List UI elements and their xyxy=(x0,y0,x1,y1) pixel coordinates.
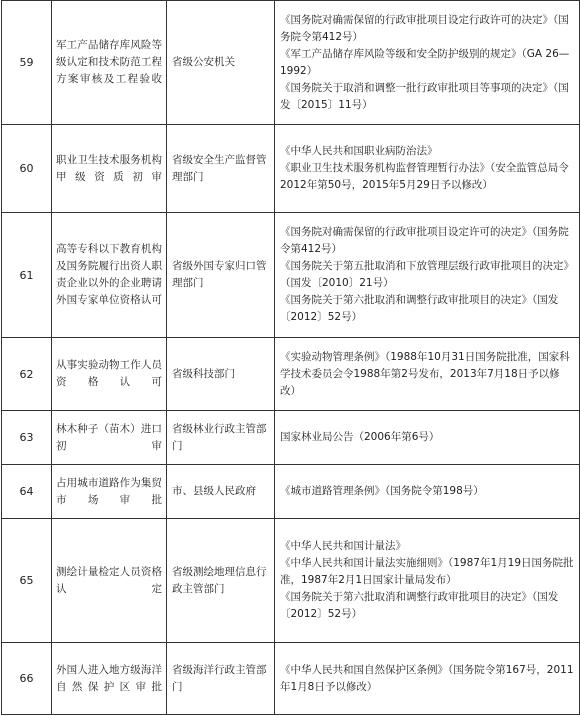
implementing-department: 省级林业行政主管部门 xyxy=(167,411,275,465)
implementing-department: 省级科技部门 xyxy=(167,338,275,411)
implementing-department: 省级测绘地理信息行政主管部门 xyxy=(167,519,275,643)
row-number: 59 xyxy=(2,1,52,125)
table-row xyxy=(2,411,580,465)
legal-basis xyxy=(275,465,580,519)
legal-basis-line: 《国务院关于第五批取消和下放管理层级行政审批项目的决定》（国发〔2010〕21号） xyxy=(280,260,574,289)
implementing-department: 市、县级人民政府 xyxy=(167,465,275,519)
legal-basis-line: 《职业卫生技术服务机构监督管理暂行办法》（安全监管总局令2012年第50号，2015年5月29日予以修改） xyxy=(280,162,569,191)
legal-basis-line: 《中华人民共和国计量法》 xyxy=(280,540,406,552)
row-number: 66 xyxy=(2,643,52,715)
legal-basis-line: 《国务院对确需保留的行政审批项目设定行政许可的决定》（国务院令第412号） xyxy=(280,13,569,43)
item-name: 职业卫生技术服务机构甲级资质初审 xyxy=(52,125,167,213)
legal-basis-line: 《中华人民共和国职业病防治法》 xyxy=(280,145,438,157)
legal-basis xyxy=(275,213,580,338)
table-row xyxy=(2,643,580,715)
legal-basis-line: 《国务院关于第六批取消和调整行政审批项目的决定》（国发〔2012〕52号） xyxy=(280,591,559,620)
table-row xyxy=(2,465,580,519)
legal-basis-line: 国家林业局公告（2006年第6号） xyxy=(280,431,440,443)
row-number: 62 xyxy=(2,338,52,411)
implementing-department: 省级安全生产监督管理部门 xyxy=(167,125,275,213)
legal-basis-line: 《中华人民共和国计量法实施细则》（1987年1月19日国务院批准，1987年2月1日国家计量局发布） xyxy=(280,557,574,586)
table-row xyxy=(2,125,580,213)
row-number: 61 xyxy=(2,213,52,338)
implementing-department: 省级外国专家归口管理部门 xyxy=(167,213,275,338)
legal-basis xyxy=(275,643,580,715)
legal-basis xyxy=(275,411,580,465)
item-name: 从事实验动物工作人员资格认可 xyxy=(52,338,167,411)
legal-basis-line: 《实验动物管理条例》（1988年10月31日国务院批准，国家科学技术委员会令1988年第2号发布，2013年7月18日予以修改） xyxy=(280,350,570,397)
implementing-department: 省级海洋行政主管部门 xyxy=(167,643,275,715)
legal-basis-line: 《国务院关于第六批取消和调整行政审批项目的决定》（国发〔2012〕52号） xyxy=(280,294,559,323)
legal-basis xyxy=(275,519,580,643)
row-number: 63 xyxy=(2,411,52,465)
legal-basis xyxy=(275,125,580,213)
table-row xyxy=(2,519,580,643)
implementing-department: 省级公安机关 xyxy=(167,1,275,125)
legal-basis xyxy=(275,338,580,411)
legal-basis xyxy=(275,1,580,125)
table-row xyxy=(2,213,580,338)
item-name: 军工产品储存库风险等级认定和技术防范工程方案审核及工程验收 xyxy=(52,1,167,125)
item-name: 外国人进入地方级海洋自然保护区审批 xyxy=(52,643,167,715)
legal-basis-line: 《国务院对确需保留的行政审批项目设定许可的决定》（国务院令第412号） xyxy=(280,226,569,255)
legal-basis-line: 《军工产品储存库风险等级和安全防护级别的规定》（GA 26—1992） xyxy=(280,47,570,77)
table-row xyxy=(2,338,580,411)
row-number: 64 xyxy=(2,465,52,519)
approval-items-table xyxy=(1,0,580,715)
legal-basis-line: 《中华人民共和国自然保护区条例》（国务院令第167号，2011年1月8日予以修改） xyxy=(280,663,574,693)
row-number: 65 xyxy=(2,519,52,643)
legal-basis-line: 《国务院关于取消和调整一批行政审批项目等事项的决定》（国发〔2015〕11号） xyxy=(280,81,569,111)
item-name: 测绘计量检定人员资格认定 xyxy=(52,519,167,643)
table-row xyxy=(2,1,580,125)
legal-basis-line: 《城市道路管理条例》（国务院令第198号） xyxy=(280,485,484,497)
row-number: 60 xyxy=(2,125,52,213)
item-name: 占用城市道路作为集贸市场审批 xyxy=(52,465,167,519)
item-name: 高等专科以下教育机构及国务院履行出资人职责企业以外的企业聘请外国专家单位资格认可 xyxy=(52,213,167,338)
item-name: 林木种子（苗木）进口初审 xyxy=(52,411,167,465)
table-body xyxy=(2,1,580,715)
